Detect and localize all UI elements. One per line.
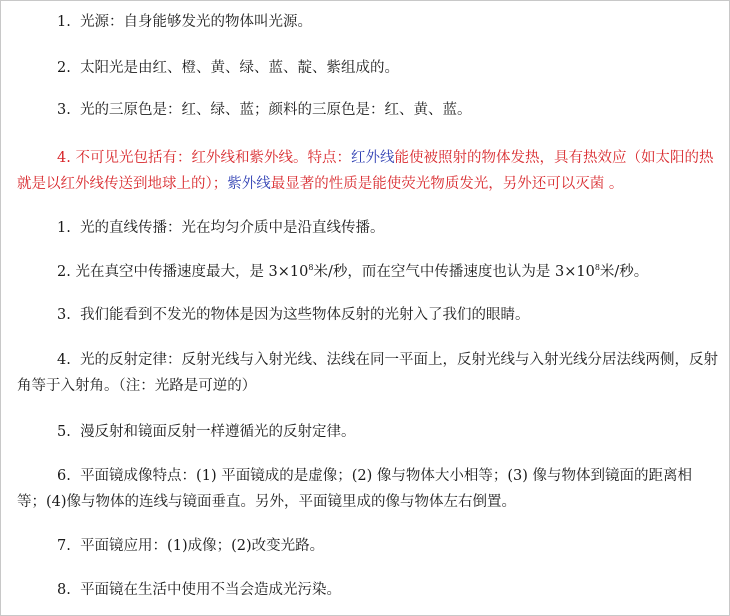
para-number: 1. — [57, 220, 71, 236]
para-number: 8. — [57, 582, 71, 598]
para-text: 光源：自身能够发光的物体叫光源。 — [80, 14, 313, 30]
para-text: 平面镜应用：(1)成像；(2)改变光路。 — [80, 538, 325, 554]
para-number: 5. — [57, 424, 71, 440]
para-text: 太阳光是由红、橙、黄、绿、蓝、靛、紫组成的。 — [80, 60, 400, 76]
para-text: 不可见光包括有：红外线和紫外线。特点： — [75, 150, 351, 166]
para-text: 漫反射和镜面反射一样遵循光的反射定律。 — [80, 424, 356, 440]
paragraph-light-pollution — [17, 577, 719, 603]
para-text: 能使被照射的物体发热，具有热效应（如太阳的热就是以红外线传送到地球上的）； — [17, 150, 714, 192]
paragraph-invisible-light — [17, 145, 719, 197]
paragraph-light-source — [17, 9, 719, 35]
para-number: 2. — [57, 60, 71, 76]
para-number: 2. — [57, 264, 71, 280]
para-text: 我们能看到不发光的物体是因为这些物体反射的光射入了我们的眼睛。 — [80, 307, 530, 323]
para-number: 4. — [57, 352, 71, 368]
paragraph-reflection-law — [17, 347, 719, 399]
para-text: 米/秒。 — [599, 264, 649, 280]
para-number: 4. — [57, 150, 71, 166]
para-number: 7. — [57, 538, 71, 554]
exponent: 8 — [594, 263, 600, 272]
para-text: 平面镜成像特点：(1) 平面镜成的是虚像；(2) 像与物体大小相等；(3) 像与物体到镜面的距离相等；(4)像与物体的连线与镜面垂直。另外，平面镜里成的像与物体左右倒置。 — [17, 468, 693, 510]
para-text: 最显著的性质是能使荧光物质发光，另外还可以灭菌 。 — [270, 176, 624, 192]
para-text: 光的反射定律：反射光线与入射光线、法线在同一平面上，反射光线与入射光线分居法线两侧，反射角等于入射角。（注：光路是可逆的） — [17, 352, 719, 394]
para-number: 3. — [57, 307, 71, 323]
term-infrared: 红外线 — [350, 150, 395, 166]
paragraph-seeing-objects — [17, 302, 719, 328]
paragraph-sunlight — [17, 55, 719, 81]
paragraph-primary-colors — [17, 97, 719, 123]
para-text: 光在真空中传播速度最大，是 3×10 — [75, 264, 309, 280]
paragraph-light-speed — [17, 259, 719, 285]
para-text: 光的三原色是：红、绿、蓝；颜料的三原色是：红、黄、蓝。 — [80, 102, 472, 118]
paragraph-plane-mirror-uses — [17, 533, 719, 559]
para-text: 光的直线传播：光在均匀介质中是沿直线传播。 — [80, 220, 385, 236]
paragraph-straight-line — [17, 215, 719, 241]
para-text: 平面镜在生活中使用不当会造成光污染。 — [80, 582, 342, 598]
paragraph-plane-mirror-features — [17, 463, 719, 515]
exponent: 8 — [308, 263, 314, 272]
paragraph-diffuse-reflection — [17, 419, 719, 445]
para-number: 3. — [57, 102, 71, 118]
para-number: 6. — [57, 468, 71, 484]
para-text: 米/秒，而在空气中传播速度也认为是 3×10 — [313, 264, 595, 280]
term-ultraviolet: 紫外线 — [227, 176, 271, 192]
para-number: 1. — [57, 14, 71, 30]
